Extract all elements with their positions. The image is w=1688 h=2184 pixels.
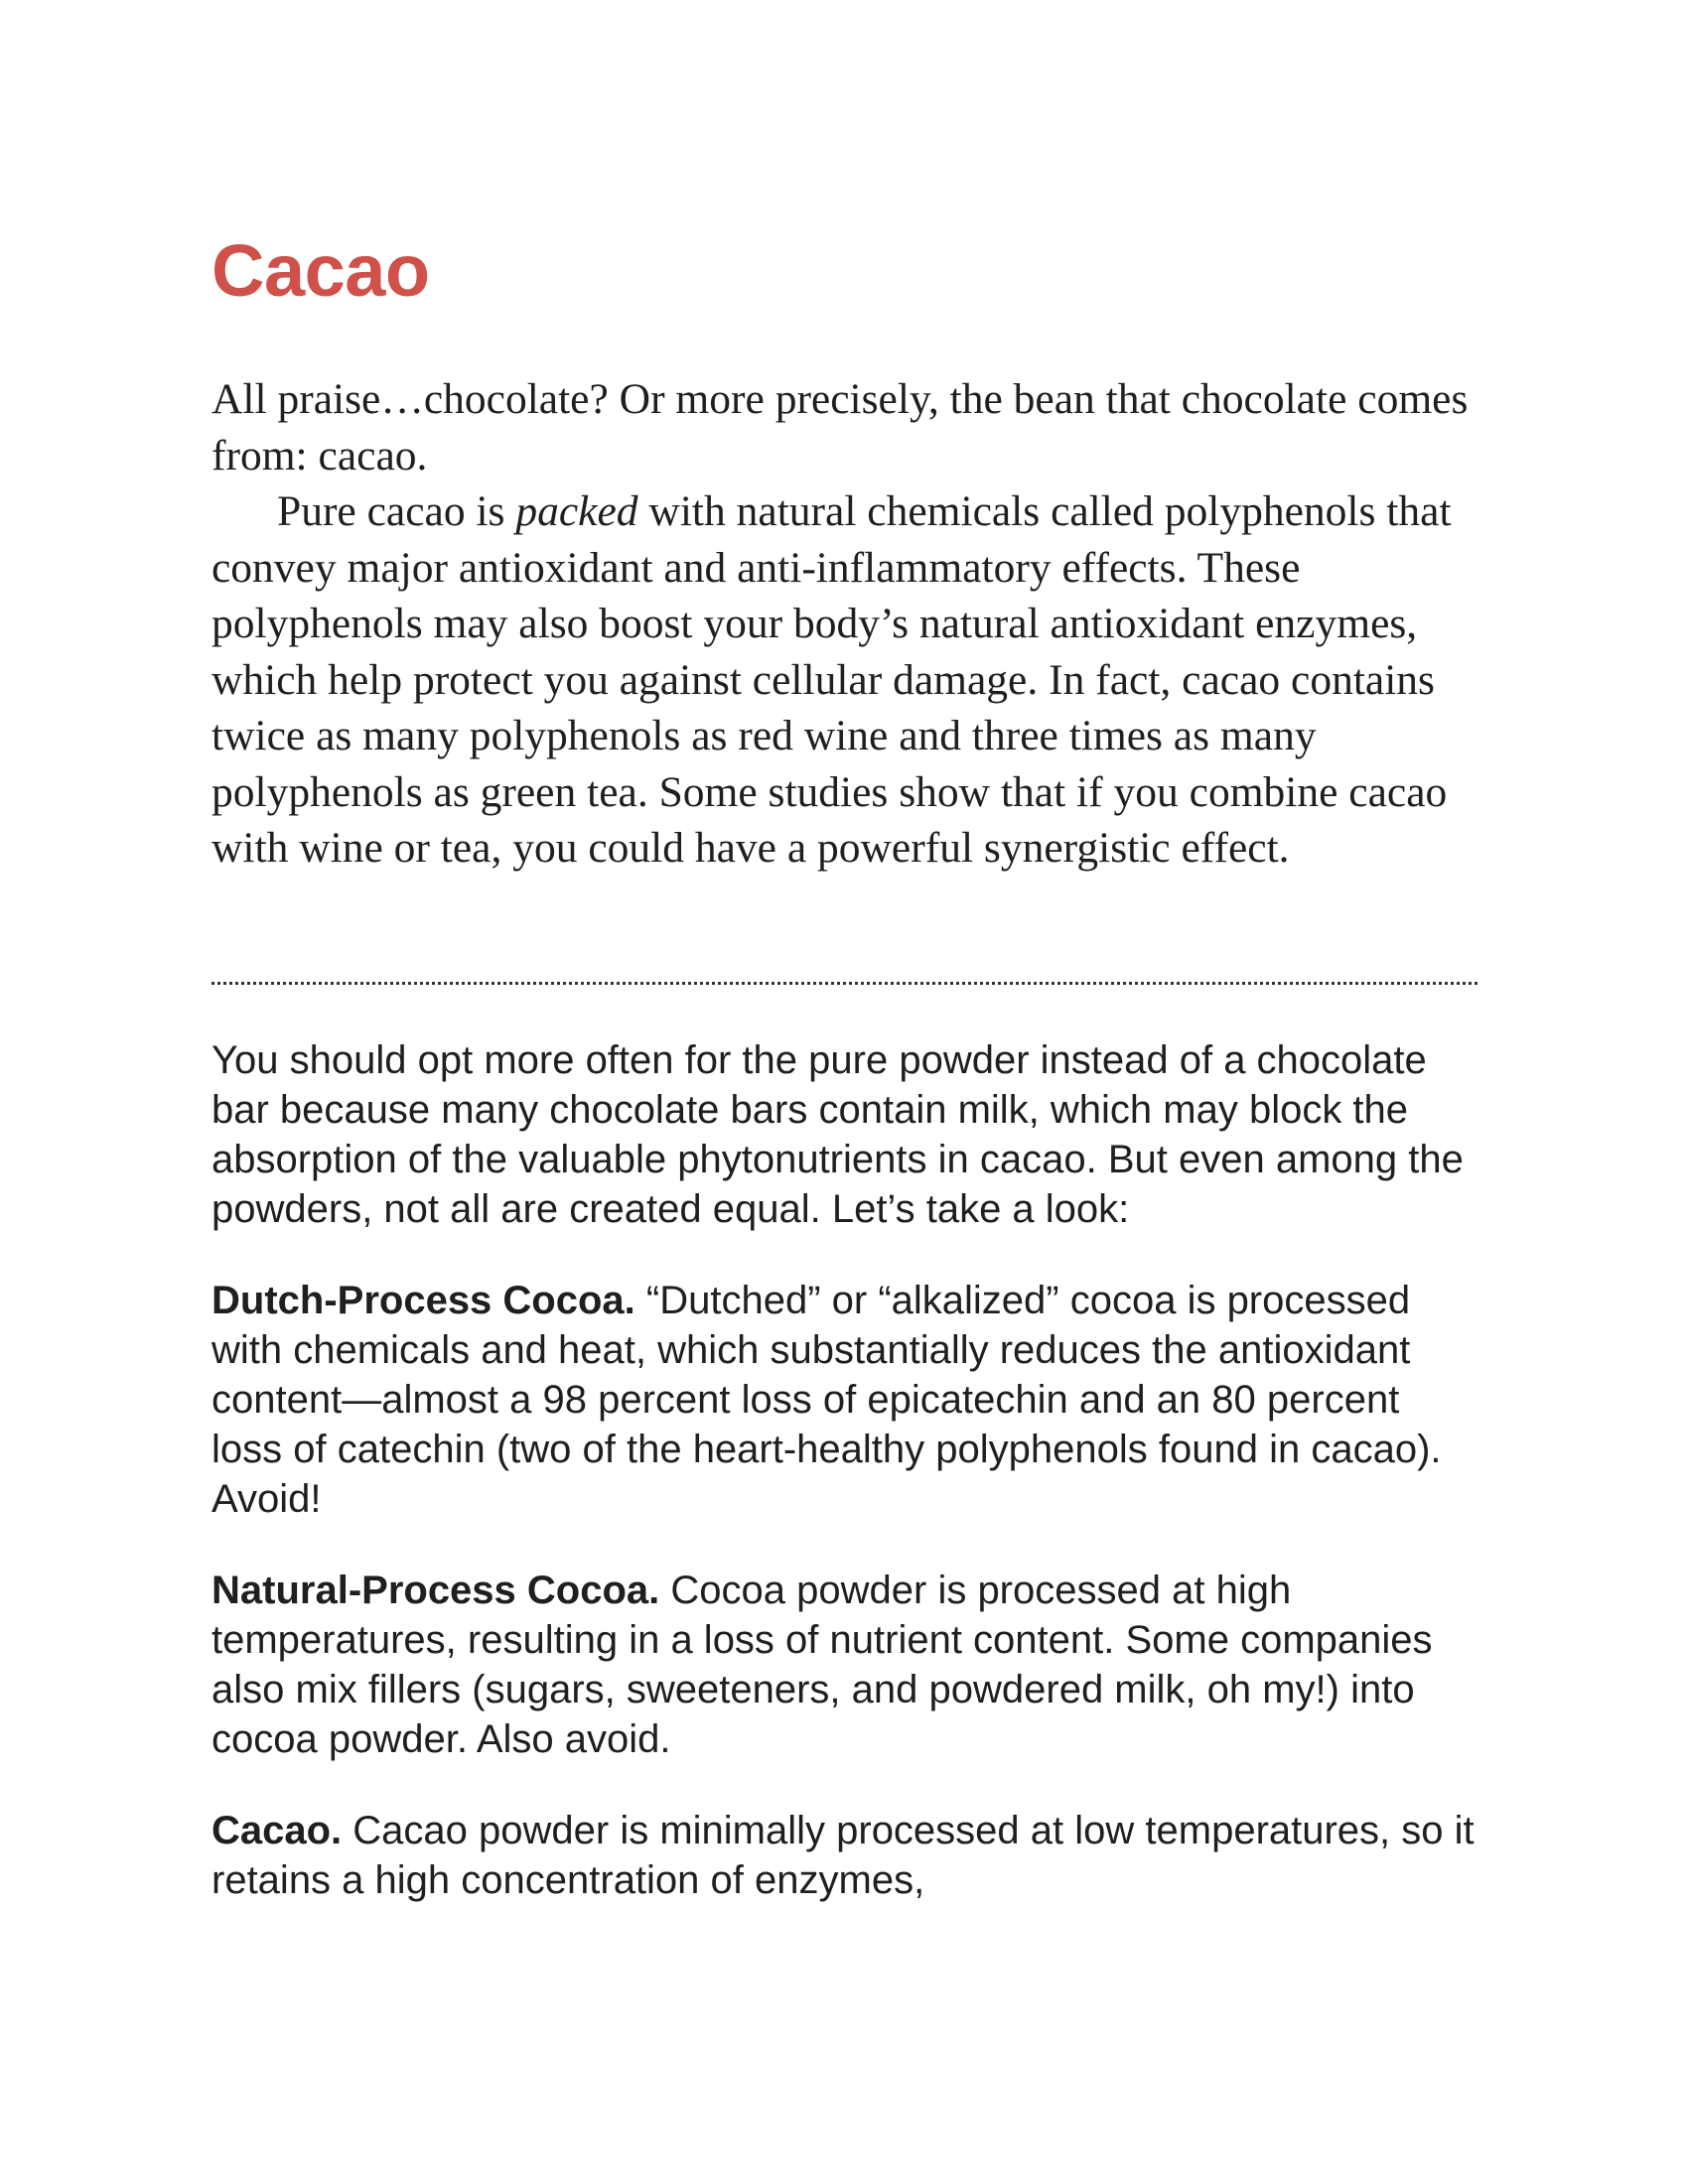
- intro-paragraph-2-end: with natural chemicals called polyphenols that convey major antioxidant and anti-inflammatory effects. These polyphenols may also boost your body’s natural antioxidant enzymes, which help protect you against cellular damage. In fact, cacao contains twice as many polyphenols as red wine and three times as many polyphenols as green tea. Some studies show that if you combine cacao with wine or tea, you could have a powerful synergistic effect.: [211, 487, 1452, 872]
- document-page: [211, 0, 1477, 2184]
- item-term: Dutch-Process Cocoa.: [211, 1279, 635, 1322]
- body-section: [211, 1035, 1477, 1947]
- item-term: Natural-Process Cocoa.: [211, 1569, 660, 1612]
- item-dutch-process: [211, 1276, 1477, 1524]
- item-natural-process: [211, 1566, 1477, 1764]
- item-text: Cacao powder is minimally processed at low temperatures, so it retains a high concentration of enzymes,: [211, 1809, 1475, 1902]
- page-title: Cacao: [211, 229, 430, 312]
- item-text: Cocoa powder is processed at high temperatures, resulting in a loss of nutrient content. Some companies also mix fillers (sugars, sweeteners, and powdered milk, oh my!) into cocoa powder. Also avoid.: [211, 1569, 1433, 1761]
- item-term: Cacao.: [211, 1809, 343, 1852]
- dotted-divider: [211, 982, 1477, 985]
- item-cacao: [211, 1806, 1477, 1905]
- item-text: “Dutched” or “alkalized” cocoa is processed with chemicals and heat, which substantially reduces the antioxidant content—almost a 98 percent loss of epicatechin and an 80 percent loss of catechin (two of the heart-healthy polyphenols found in cacao). Avoid!: [211, 1279, 1442, 1521]
- intro-emphasis: packed: [515, 487, 638, 535]
- intro-paragraph-1: All praise…chocolate? Or more precisely, the bean that chocolate comes from: cacao.: [211, 375, 1469, 479]
- intro-paragraph-2-start: Pure cacao is: [277, 487, 516, 535]
- intro-paragraph-2: [211, 483, 1477, 877]
- body-lead-paragraph: You should opt more often for the pure powder instead of a chocolate bar because many chocolate bars contain milk, which may block the absorption of the valuable phytonutrients in cacao. But even among the powders, not all are created equal. Let’s take a look:: [211, 1038, 1464, 1231]
- intro-section: [211, 371, 1477, 877]
